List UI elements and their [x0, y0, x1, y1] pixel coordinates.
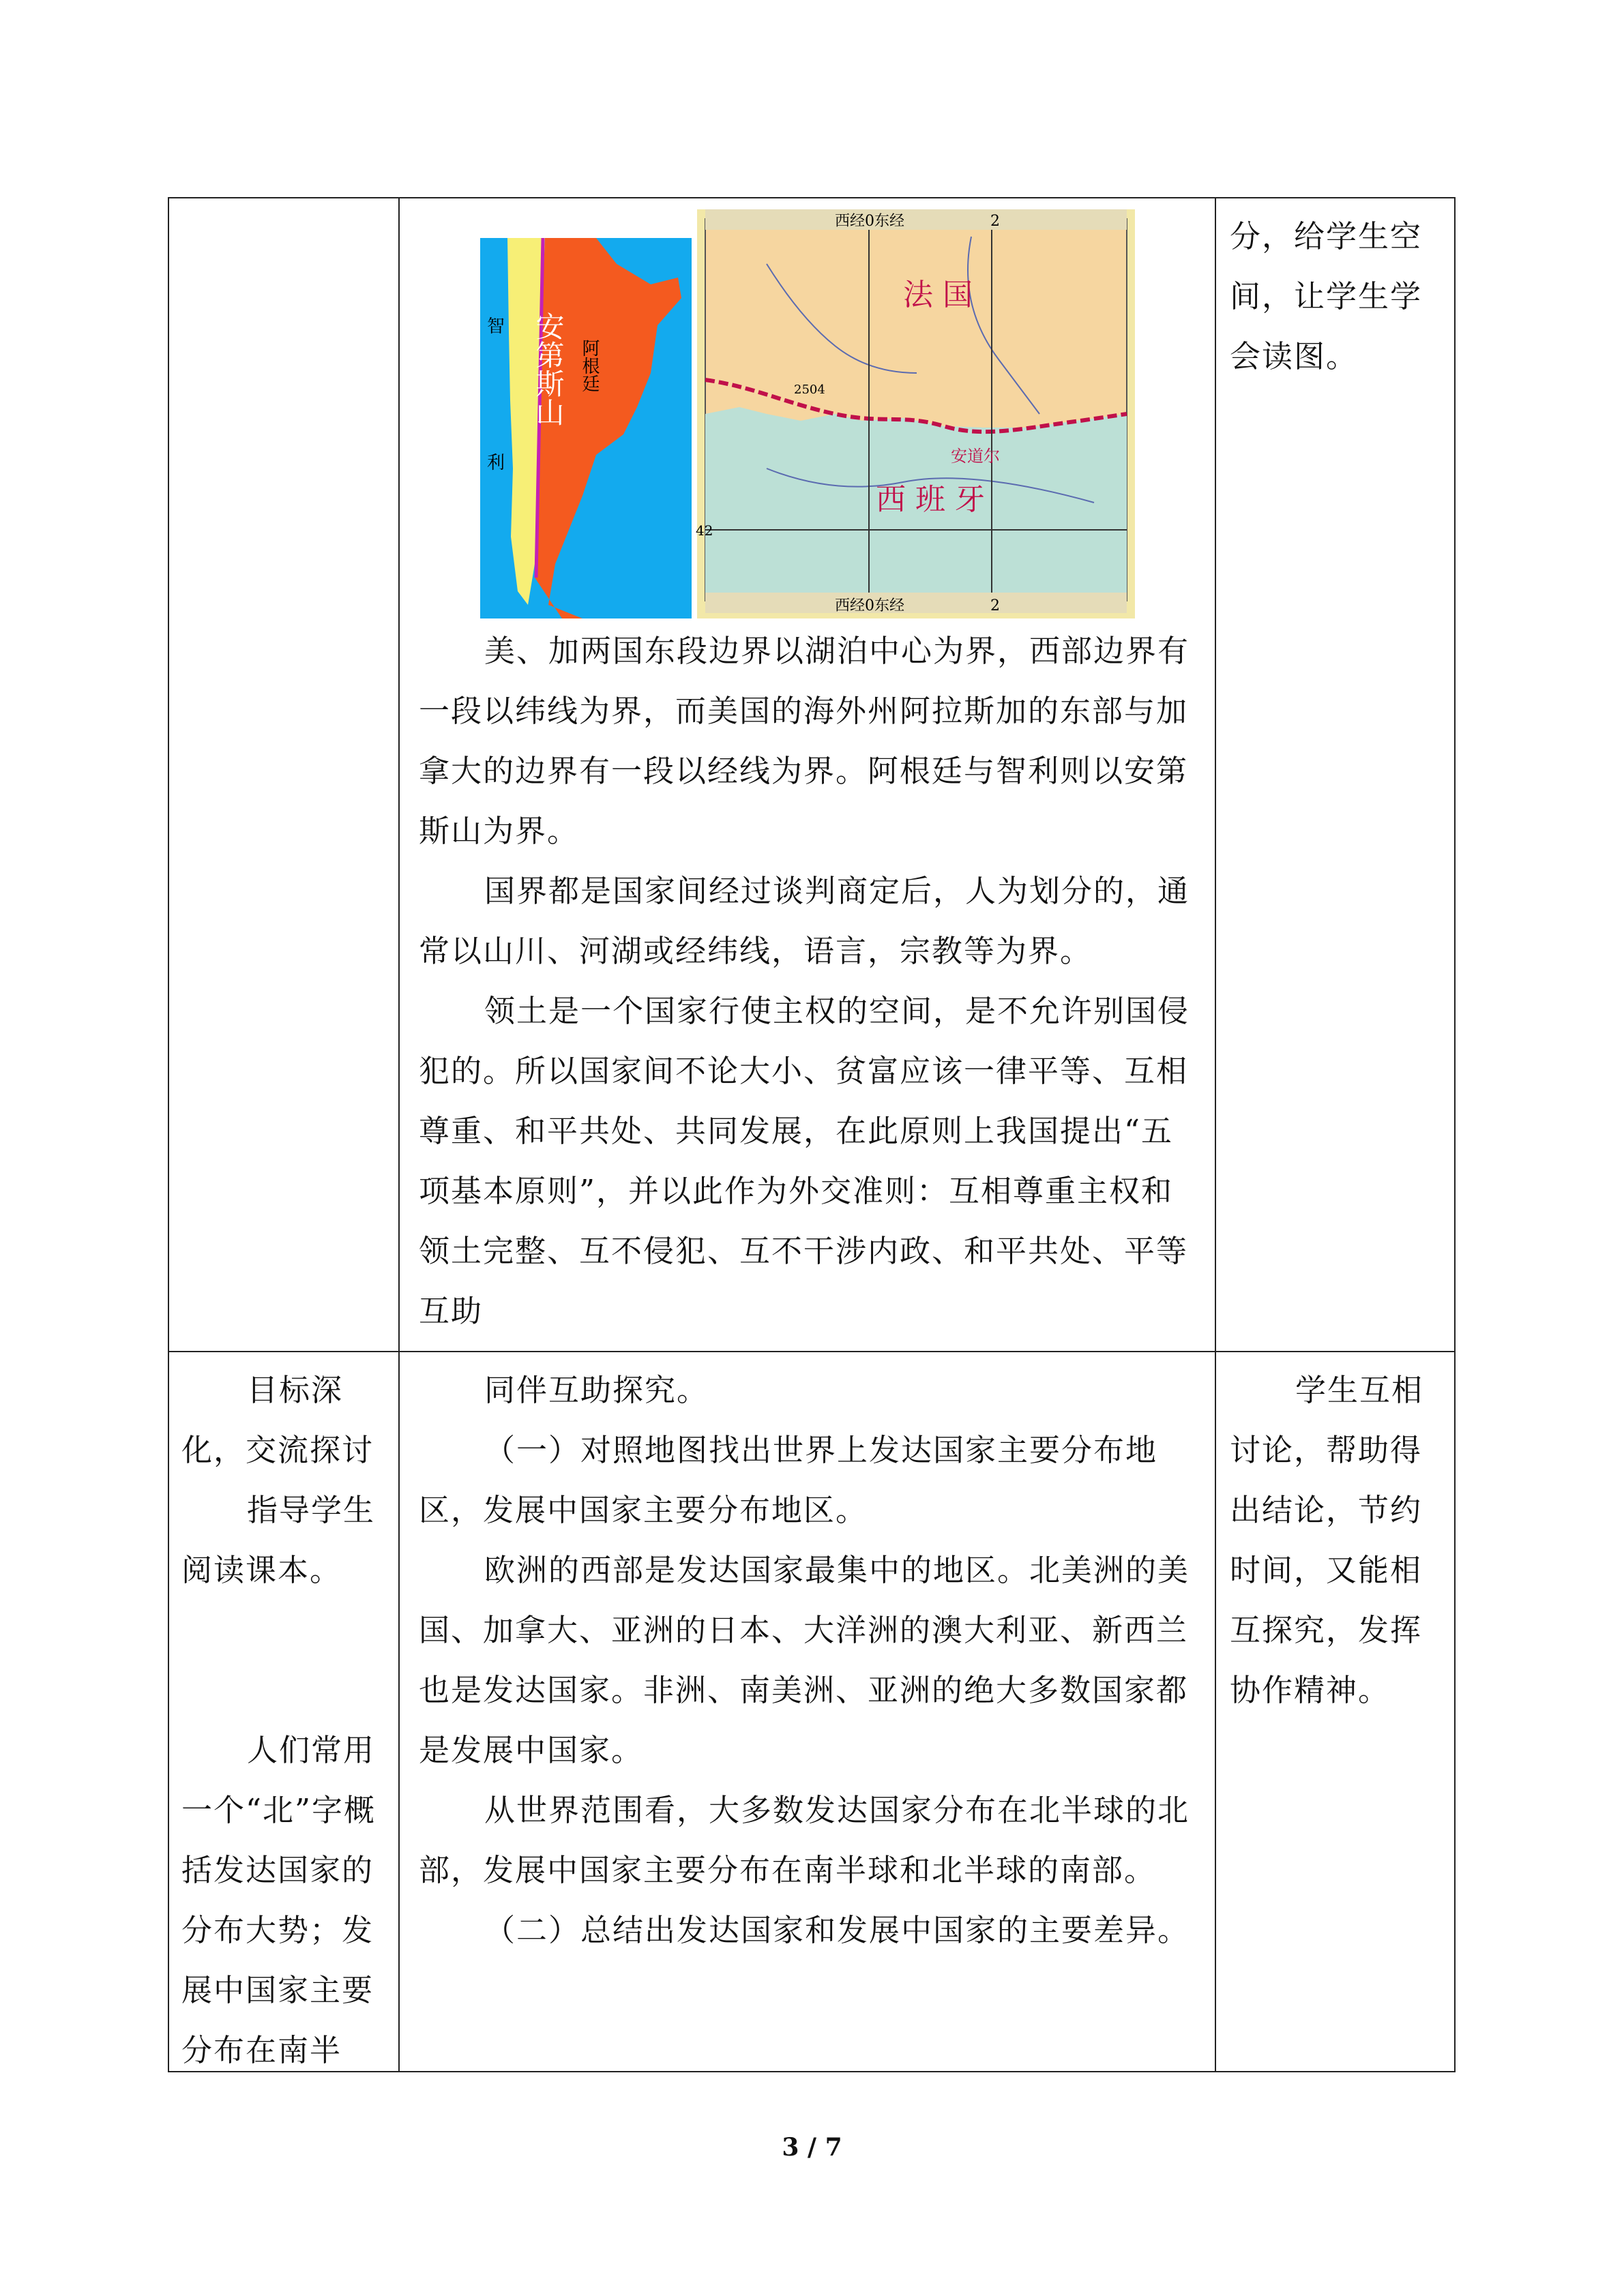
svg-text:2: 2	[990, 597, 1000, 614]
remark-text: 学生互相讨论，帮助得出结论，节约时间，又能相互探究，发挥协作精神。	[1230, 1372, 1424, 1708]
lat-label: 42	[696, 522, 713, 539]
row2-middle-cell	[400, 1352, 1215, 2072]
chile-label: 智	[487, 316, 505, 337]
paragraph: 美、加两国东段边界以湖泊中心为界，西部边界有一段以纬线为界，而美国的海外州阿拉斯加的东部与加拿大的边界有一段以经线为界。阿根廷与智利则以安第斯山为界。	[419, 633, 1190, 849]
paragraph: 同伴互助探究。	[484, 1372, 709, 1408]
andes-label: 安第斯山	[531, 312, 565, 426]
peak-label: 2504	[794, 383, 825, 397]
row1-left-cell	[169, 198, 398, 1351]
paragraph: （二）总结出发达国家和发展中国家的主要差异。	[484, 1912, 1190, 1948]
paragraph: 欧洲的西部是发达国家最集中的地区。北美洲的美国、加拿大、亚洲的日本、大洋洲的澳大利亚、新西兰也是发达国家。非洲、南美洲、亚洲的绝大多数国家都是发展中国家。	[419, 1552, 1190, 1768]
paragraph: 国界都是国家间经过谈判商定后，人为划分的，通常以山川、河湖或经纬线，语言，宗教等为界。	[419, 873, 1190, 969]
top-lon-label: 西经0东经	[835, 213, 904, 230]
spain-label: 西 班 牙	[876, 482, 985, 517]
summary-text: 人们常用一个“北”字概括发达国家的分布大势；发展中国家主要分布在南半	[181, 1732, 377, 2068]
bottom-lon-label: 西经0东经	[835, 597, 904, 614]
paragraph: 领土是一个国家行使主权的空间，是不允许别国侵犯的。所以国家间不论大小、贫富应该一律平等、互相尊重、和平共处、共同发展，在此原则上我国提出“五项基本原则”，并以此作为外交准则：互相尊重主权和领土完整、互不侵犯、互不干涉内政、和平共处、平等互助	[419, 993, 1190, 1329]
france-spain-map	[696, 209, 1135, 618]
page-number: 3 / 7	[782, 2133, 842, 2162]
france-label: 法 国	[903, 278, 973, 312]
border-maps-figure	[480, 209, 1135, 618]
argentina-label: 阿根廷	[579, 339, 600, 392]
goal-text: 目标深化，交流探讨	[181, 1372, 374, 1468]
svg-text:利: 利	[487, 453, 505, 473]
remark-text: 分，给学生空间，让学生学会读图。	[1230, 218, 1423, 374]
svg-text:2: 2	[990, 213, 1000, 230]
row1-middle-cell	[400, 198, 1215, 1351]
pyrenees-label: 安道尔	[951, 447, 1000, 466]
row1-text-block	[419, 621, 1196, 1341]
argentina-chile-map	[480, 238, 692, 618]
lesson-table	[168, 197, 1456, 2072]
paragraph: （一）对照地图找出世界上发达国家主要分布地区，发展中国家主要分布地区。	[419, 1432, 1158, 1528]
paragraph: 从世界范围看，大多数发达国家分布在北半球的北部，发展中国家主要分布在南半球和北半球的南部。	[419, 1792, 1190, 1888]
row2-left-cell	[169, 1352, 398, 2072]
row2-right-cell	[1216, 1352, 1456, 2072]
guide-text: 指导学生阅读课本。	[181, 1492, 376, 1588]
row1-right-cell	[1216, 198, 1456, 1351]
